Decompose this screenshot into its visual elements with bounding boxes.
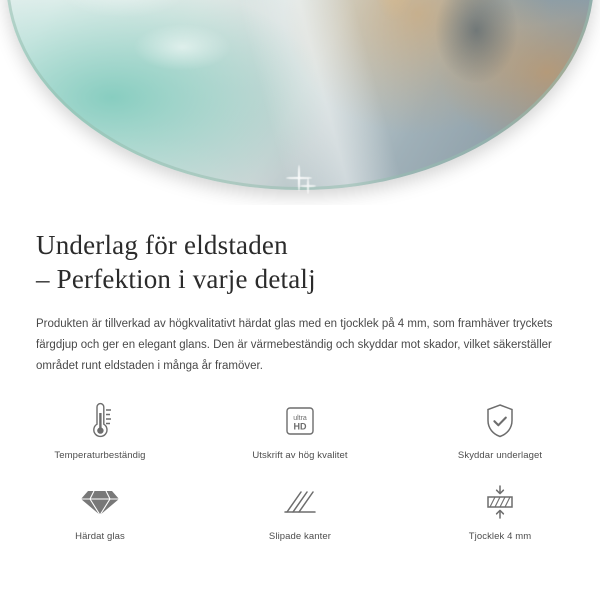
- feature-label: Tjocklek 4 mm: [468, 531, 532, 542]
- feature-item: [400, 479, 600, 542]
- polished-edges-icon: [281, 479, 319, 525]
- feature-grid: [0, 398, 600, 542]
- product-plate: [6, 0, 594, 190]
- content-block: [0, 228, 600, 377]
- feature-label: Utskrift av hög kvalitet: [252, 450, 348, 461]
- feature-label: Härdat glas: [75, 531, 125, 542]
- feature-item: [400, 398, 600, 461]
- description-text: Produkten är tillverkad av högkvalitativt härdat glas med en tjocklek på 4 mm, som framhäver tryckets färgdjup och ger en elegant glans. Den är värmebeständig och skyddar mot skador, vilket säkerställer området runt eldstaden i många år framöver.: [36, 318, 553, 372]
- feature-label: Skyddar underlaget: [457, 450, 543, 461]
- feature-item: [0, 479, 200, 542]
- shield-check-icon: [481, 398, 519, 444]
- page-title: [36, 228, 564, 296]
- svg-text:ultra: ultra: [293, 415, 307, 422]
- title-line-2: – Perfektion i varje detalj: [36, 264, 316, 294]
- feature-label: Temperaturbeständig: [54, 450, 146, 461]
- feature-label: Slipade kanter: [268, 531, 332, 542]
- feature-item: [200, 398, 400, 461]
- thickness-arrows-icon: [480, 479, 520, 525]
- feature-item: [0, 398, 200, 461]
- diamond-icon: [79, 479, 121, 525]
- feature-item: [200, 479, 400, 542]
- title-line-1: Underlag för eldstaden: [36, 230, 288, 260]
- ultra-hd-icon: [280, 398, 320, 444]
- svg-text:HD: HD: [293, 421, 307, 432]
- hero-image: [0, 0, 600, 205]
- marble-veins: [6, 0, 594, 190]
- thermometer-icon: [83, 398, 117, 444]
